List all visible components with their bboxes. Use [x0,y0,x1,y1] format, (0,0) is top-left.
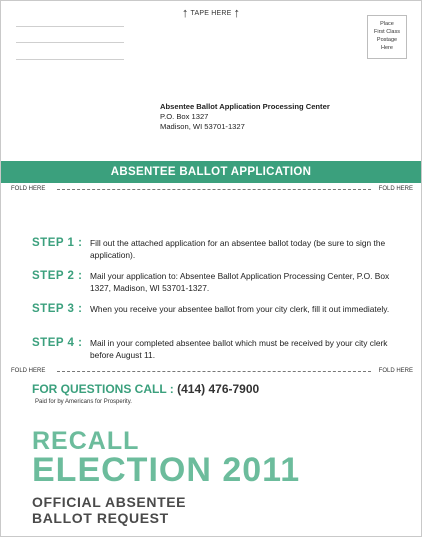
stamp-line: Place [380,21,394,27]
step-text: When you receive your absentee ballot from your city clerk, fill it out immediately. [90,304,390,314]
mailing-address [160,102,330,132]
title-official [32,494,186,526]
address-name: Absentee Ballot Application Processing Center [160,102,330,111]
address-line-2: Madison, WI 53701-1327 [160,122,245,131]
fold-line-top [1,184,421,194]
step-label: STEP 3 : [32,303,83,315]
stamp-line: Here [381,45,393,51]
application-banner: ABSENTEE BALLOT APPLICATION [1,161,421,183]
title-election: ELECTION 2011 [32,451,301,489]
step-label: STEP 4 : [32,337,83,349]
questions-call [32,382,259,396]
step-text: Mail in your completed absentee ballot which must be received by your city clerk before August 11. [90,338,388,360]
fold-here-label: FOLD HERE [11,186,46,192]
fold-here-label: FOLD HERE [11,368,46,374]
step-text: Fill out the attached application for an absentee ballot today (be sure to sign the application). [90,238,386,260]
postage-stamp-box [367,15,407,59]
return-address-line [16,26,124,27]
stamp-line: Postage [376,37,398,43]
title-official-line-2: BALLOT REQUEST [32,510,169,526]
address-line-1: P.O. Box 1327 [160,112,209,121]
stamp-line: First Class [374,29,400,35]
fold-dashed-line [57,189,371,190]
return-address-line [16,59,124,60]
title-recall: RECALL [32,427,140,455]
tape-here-text: TAPE HERE [190,10,232,17]
fold-line-bottom [1,366,421,376]
up-arrow-icon: ↑ [233,5,241,20]
fold-here-label: FOLD HERE [378,368,413,374]
return-address-line [16,42,124,43]
questions-label: FOR QUESTIONS CALL : [32,382,174,396]
fold-here-label: FOLD HERE [378,186,413,192]
fold-dashed-line [57,371,371,372]
paid-for-by: Paid for by Americans for Prosperity. [35,399,132,405]
step-label: STEP 1 : [32,237,83,249]
up-arrow-icon: ↑ [181,5,189,20]
title-official-line-1: OFFICIAL ABSENTEE [32,494,187,510]
phone-number: (414) 476-7900 [177,382,260,396]
tape-here-label [1,5,421,20]
step-text: Mail your application to: Absentee Ballot Application Processing Center, P.O. Box 1327, Madison, WI 53701-1327. [90,271,390,293]
step-label: STEP 2 : [32,270,83,282]
